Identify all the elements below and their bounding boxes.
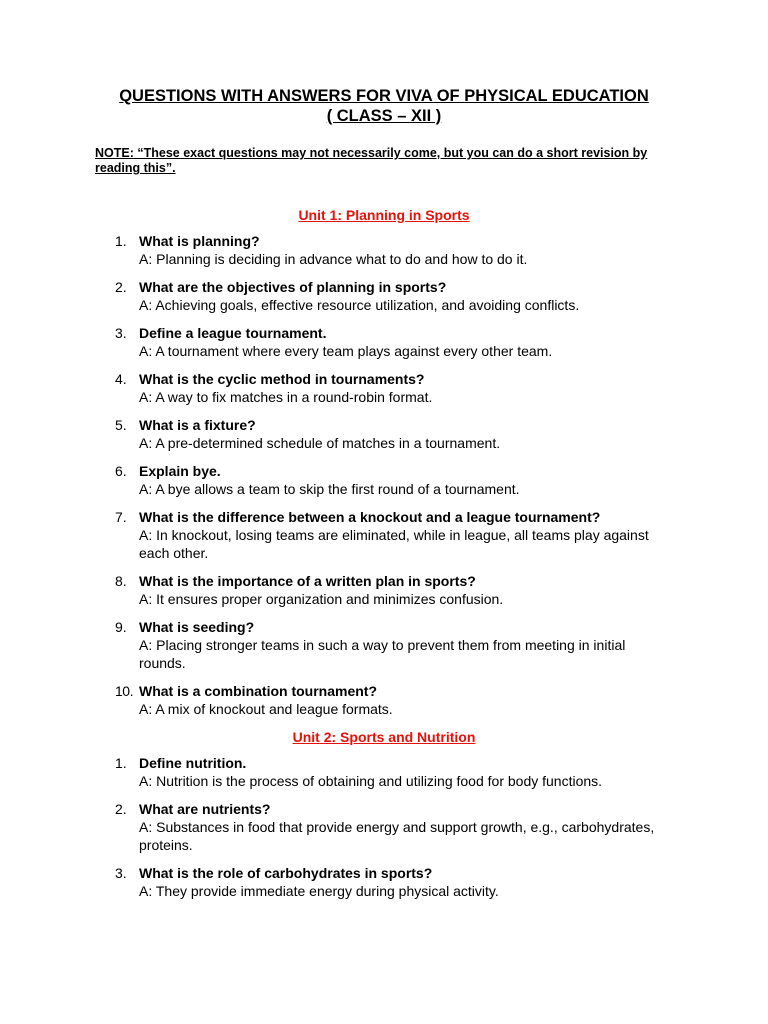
question-text: What is the cyclic method in tournaments? <box>139 371 425 387</box>
answer-text: A: They provide immediate energy during physical activity. <box>139 883 499 899</box>
item-number: 1. <box>115 233 127 249</box>
unit-2-heading: Unit 2: Sports and Nutrition <box>292 729 476 745</box>
list-item <box>95 416 673 452</box>
answer-text: A: In knockout, losing teams are eliminated, while in league, all teams play against each other. <box>139 527 649 561</box>
question-text: Define a league tournament. <box>139 325 327 341</box>
answer-text: A: Planning is deciding in advance what to do and how to do it. <box>139 251 528 267</box>
answer-text: A: A mix of knockout and league formats. <box>139 701 393 717</box>
list-item <box>95 618 673 672</box>
unit-1-heading: Unit 1: Planning in Sports <box>298 207 470 223</box>
title-line-2: ( CLASS – XII ) <box>326 107 442 125</box>
question-text: Explain bye. <box>139 463 221 479</box>
item-number: 9. <box>115 619 127 635</box>
unit-2-question-list <box>95 754 673 900</box>
item-number: 3. <box>115 865 127 881</box>
answer-text: A: A way to fix matches in a round-robin format. <box>139 389 433 405</box>
item-number: 6. <box>115 463 127 479</box>
item-number: 2. <box>115 801 127 817</box>
answer-text: A: Achieving goals, effective resource utilization, and avoiding conflicts. <box>139 297 580 313</box>
answer-text: A: Placing stronger teams in such a way to prevent them from meeting in initial rounds. <box>139 637 626 671</box>
item-number: 4. <box>115 371 127 387</box>
list-item <box>95 864 673 900</box>
answer-text: A: Nutrition is the process of obtaining and utilizing food for body functions. <box>139 773 603 789</box>
list-item <box>95 800 673 854</box>
item-number: 1. <box>115 755 127 771</box>
list-item <box>95 682 673 718</box>
list-item <box>95 754 673 790</box>
list-item <box>95 278 673 314</box>
list-item <box>95 508 673 562</box>
list-item <box>95 232 673 268</box>
unit-1-question-list <box>95 232 673 718</box>
item-number: 3. <box>115 325 127 341</box>
question-text: What is seeding? <box>139 619 255 635</box>
question-text: What are the objectives of planning in sports? <box>139 279 447 295</box>
question-text: What is the importance of a written plan in sports? <box>139 573 476 589</box>
item-number: 5. <box>115 417 127 433</box>
item-number: 7. <box>115 509 127 525</box>
title-line-1: QUESTIONS WITH ANSWERS FOR VIVA OF PHYSICAL EDUCATION <box>119 87 649 105</box>
question-text: What are nutrients? <box>139 801 271 817</box>
question-text: What is the role of carbohydrates in sports? <box>139 865 433 881</box>
list-item <box>95 462 673 498</box>
list-item <box>95 370 673 406</box>
question-text: Define nutrition. <box>139 755 247 771</box>
page-title <box>95 86 673 126</box>
item-number: 10. <box>115 683 133 699</box>
answer-text: A: A bye allows a team to skip the first round of a tournament. <box>139 481 520 497</box>
answer-text: A: It ensures proper organization and minimizes confusion. <box>139 591 504 607</box>
list-item <box>95 572 673 608</box>
question-text: What is planning? <box>139 233 260 249</box>
answer-text: A: Substances in food that provide energy and support growth, e.g., carbohydrates, proteins. <box>139 819 655 853</box>
question-text: What is the difference between a knockout and a league tournament? <box>139 509 601 525</box>
item-number: 2. <box>115 279 127 295</box>
note-label: NOTE: <box>95 146 134 160</box>
list-item <box>95 324 673 360</box>
note <box>95 146 673 176</box>
answer-text: A: A pre-determined schedule of matches in a tournament. <box>139 435 501 451</box>
item-number: 8. <box>115 573 127 589</box>
note-text: “These exact questions may not necessarily come, but you can do a short revision by reading this”. <box>95 146 648 175</box>
question-text: What is a fixture? <box>139 417 256 433</box>
question-text: What is a combination tournament? <box>139 683 378 699</box>
answer-text: A: A tournament where every team plays against every other team. <box>139 343 553 359</box>
